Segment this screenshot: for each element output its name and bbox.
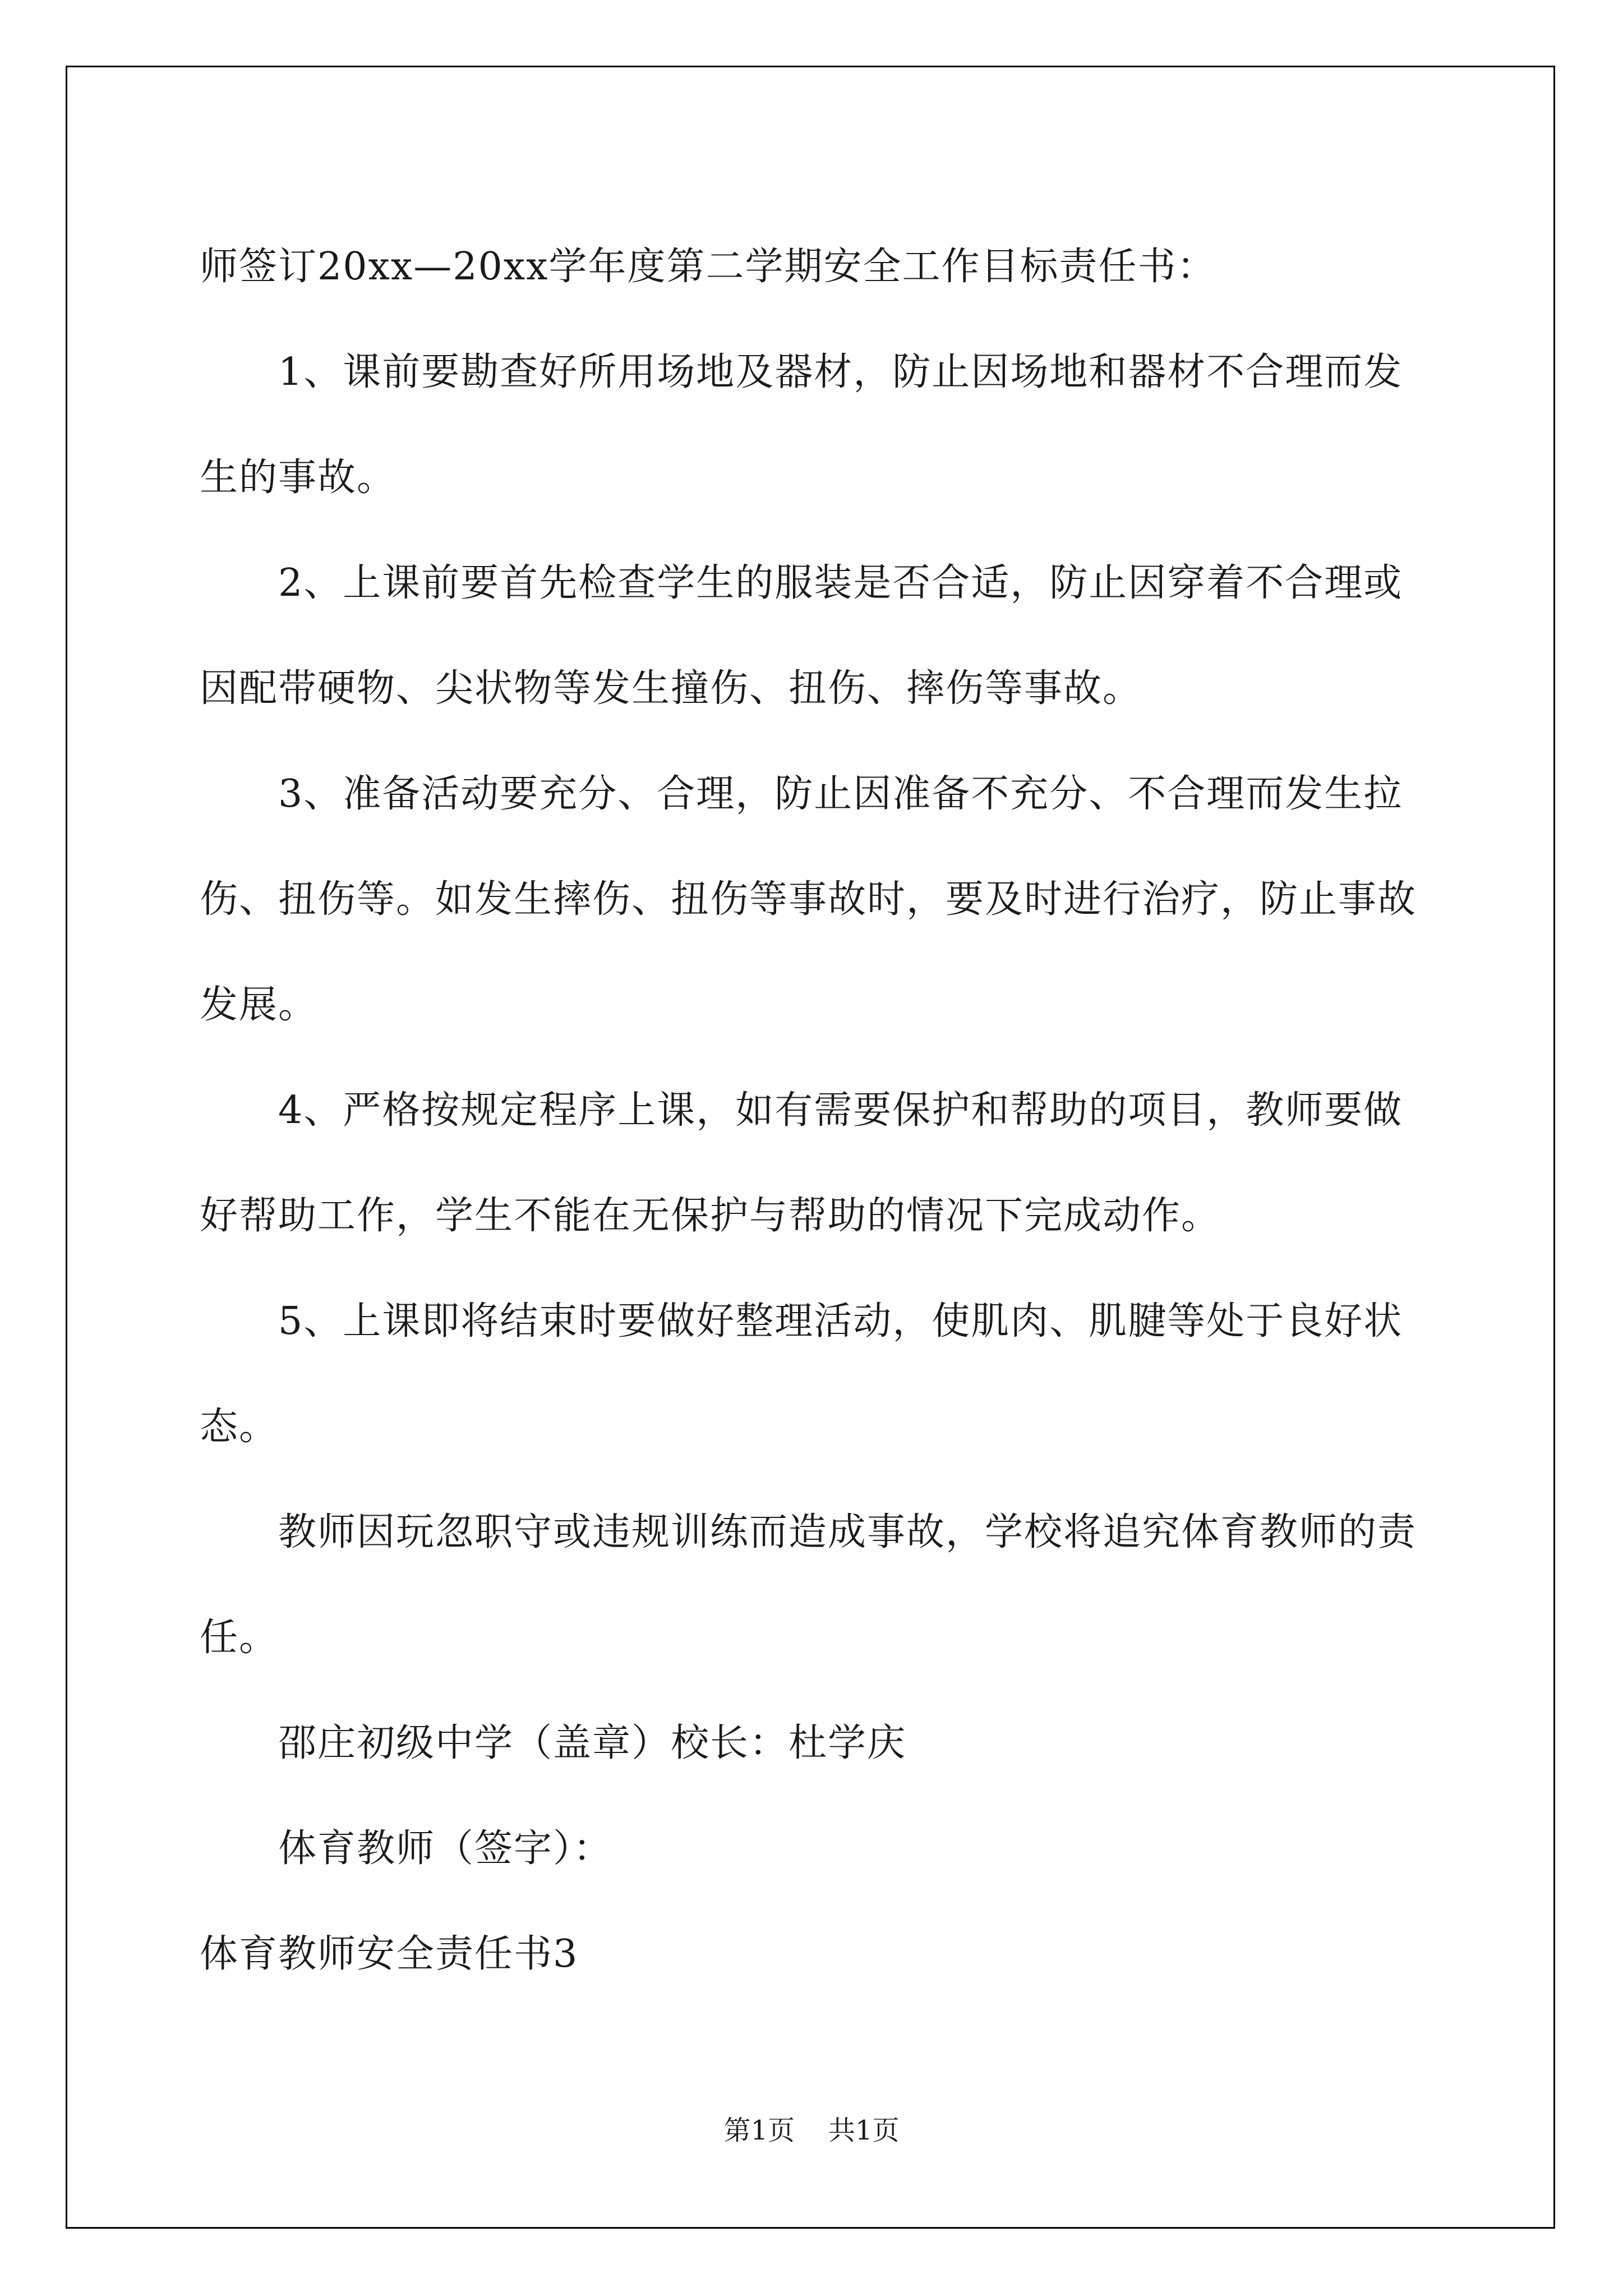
signature-school: 邵庄初级中学（盖章）校长：杜学庆 bbox=[278, 1721, 907, 1765]
paragraph-item-5: 5、上课即将结束时要做好整理活动，使肌肉、肌腱等处于良好状态。 bbox=[200, 1299, 1403, 1449]
page-number-current: 第1页 bbox=[723, 2115, 795, 2146]
paragraph-item-2: 2、上课前要首先检查学生的服装是否合适，防止因穿着不合理或因配带硬物、尖状物等发生撞伤、扭伤、摔伤等事故。 bbox=[200, 561, 1403, 711]
paragraph-item-1: 1、课前要勘查好所用场地及器材，防止因场地和器材不合理而发生的事故。 bbox=[200, 350, 1403, 500]
document-body bbox=[200, 214, 1422, 2007]
paragraph-liability: 教师因玩忽职守或违规训练而造成事故，学校将追究体育教师的责任。 bbox=[200, 1510, 1417, 1660]
page-number-total: 共1页 bbox=[828, 2115, 900, 2146]
signature-teacher: 体育教师（签字）： bbox=[278, 1826, 613, 1871]
page-footer bbox=[0, 2114, 1623, 2147]
paragraph-intro: 师签订20xx—20xx学年度第二学期安全工作目标责任书： bbox=[200, 245, 1216, 289]
paragraph-item-4: 4、严格按规定程序上课，如有需要保护和帮助的项目，教师要做好帮助工作，学生不能在无保护与帮助的情况下完成动作。 bbox=[200, 1088, 1403, 1238]
paragraph-item-3: 3、准备活动要充分、合理，防止因准备不充分、不合理而发生拉伤、扭伤等。如发生摔伤、扭伤等事故时，要及时进行治疗，防止事故发展。 bbox=[200, 772, 1417, 1027]
next-section-title: 体育教师安全责任书3 bbox=[200, 1932, 579, 1976]
